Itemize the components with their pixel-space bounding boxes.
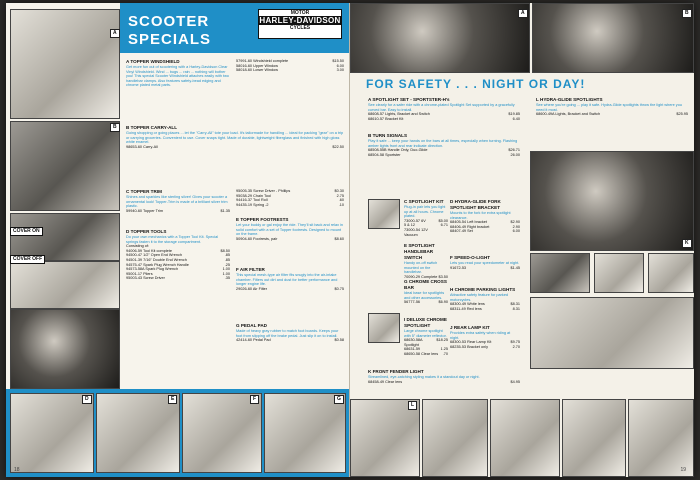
price-row-part: 68608-57 Lights, Bracket and Switch	[368, 112, 430, 117]
price-row-price: $6.90	[438, 300, 448, 305]
section-spotlight-set	[368, 97, 520, 121]
cover-off-label: COVER OFF	[10, 255, 45, 264]
price-row-part: 59940-60 Topper Trim	[126, 208, 164, 213]
price-row-price: 6.40	[512, 116, 520, 121]
price-row-price: 1.00	[222, 267, 230, 272]
fender-light-photo	[530, 297, 694, 369]
logo-top: MOTOR	[290, 10, 310, 16]
section-head: F AIR FILTER	[236, 267, 265, 272]
cross-bar-photo	[490, 399, 560, 477]
section-hydra-fork-bracket	[450, 199, 520, 234]
price-row-price: 26.00	[510, 152, 520, 157]
section-body: See clearly for a safer ride with a chrome-plated Spotlight Set supported by a gracefully curved bar. Easy to install.	[368, 103, 515, 112]
photo-tag-k-right: K	[682, 239, 692, 248]
section-body: Mounts to the fork for extra spotlight clearance.	[450, 211, 511, 220]
price-row-part: 68631-59	[404, 347, 421, 352]
price-row	[450, 307, 520, 312]
price-row-price: $1.35	[220, 208, 230, 213]
section-body: This special mesh-type air filter fits snugly into the air-intake chamber. Filters out dirt and dust for better performance and longer engine life.	[236, 273, 338, 287]
left-page	[6, 3, 350, 477]
price-row-part: 95001-17 Pliers	[126, 271, 153, 276]
price-row-price: $5.00	[438, 218, 448, 223]
price-row-price: 1.00	[222, 271, 230, 276]
section-handlebar-switch	[404, 243, 448, 279]
price-row-part: 5 & 12	[404, 223, 415, 228]
price-row-price: $2.90	[510, 220, 520, 225]
section-body: Plug-in pair lets you light up at all hours. Chrome plated.	[404, 205, 446, 219]
price-row-part: 56777-56	[404, 300, 421, 305]
price-row	[450, 266, 520, 271]
price-row-part: 68300-53 Rear Lamp Kit	[450, 340, 492, 345]
header-title-line1: SCOOTER	[128, 13, 210, 30]
price-row	[236, 287, 344, 292]
price-row-price: .85	[224, 257, 230, 262]
section-spotlight-kit	[404, 199, 448, 237]
carry-all-photo	[10, 121, 120, 211]
price-row-price: 3.00	[336, 68, 344, 73]
section-topper-tools	[126, 229, 230, 281]
price-row-price: 6.71	[440, 223, 448, 228]
price-row-part: 94435-19 Spring -2	[236, 202, 269, 207]
section-body: Streamlined, eye-catching styling makes it a standout day or night.	[368, 375, 480, 379]
price-row-part: 68610-57 Bracket Kit	[368, 116, 404, 121]
price-row-part: 95005-35 Screw Driver - Phillips	[236, 189, 291, 193]
price-row-price: $0.30	[334, 189, 344, 193]
header-title-line2: SPECIALS	[128, 31, 212, 48]
price-row-part: 68300-49 White lens	[450, 302, 485, 307]
section-body: Ideal base for spotlights and other accessories.	[404, 291, 445, 300]
price-row-part: 94416-37 Tool Roll	[236, 198, 268, 203]
price-row-part: 94500-47 1/2" Open End Wrench	[126, 253, 182, 258]
section-topper-carry-all	[126, 125, 344, 149]
section-head: G PEDAL PAD	[236, 323, 267, 328]
price-row-price: 2.90	[512, 224, 520, 229]
section-speed-o-light	[450, 255, 520, 270]
pedal-pad-photo	[264, 393, 346, 473]
price-row-part: 94501-39 7/16" Double End Wrench	[126, 257, 187, 262]
spotlight-cable-photo	[422, 399, 488, 477]
section-body: Lets you read your speedometer at night.	[450, 261, 520, 265]
section-head: C TOPPER TRIM	[126, 189, 162, 194]
section-head: C SPOTLIGHT KIT	[404, 199, 444, 204]
turn-signal-photo	[350, 399, 420, 477]
price-row	[236, 68, 344, 73]
price-row-part: 68600-49A Lights, Bracket and Switch	[536, 112, 601, 117]
price-row-price: $25.95	[676, 112, 688, 117]
price-row-price: $0.58	[334, 338, 344, 343]
section-front-fender-light	[368, 369, 520, 384]
price-row	[236, 237, 344, 242]
cover-off-photo	[10, 261, 120, 309]
windshield-photo	[10, 9, 120, 119]
price-row-part: Vacuum	[404, 232, 418, 237]
price-row-price: $1.45	[510, 265, 520, 270]
price-row-price: $9.75	[510, 340, 520, 345]
section-body: Provides extra safety when riding at night.	[450, 331, 511, 340]
price-row-part: 70090-29 Complete	[404, 274, 438, 279]
scooter-rear-photo	[10, 309, 120, 389]
fender-lamp-photo	[628, 399, 694, 477]
price-row-price: 2.75	[336, 193, 344, 198]
price-row	[368, 153, 520, 158]
price-row-part: 68407-49 Set	[450, 229, 473, 234]
rear-lamp-photo	[648, 253, 694, 293]
section-topper-windshield	[126, 59, 230, 88]
price-row	[536, 112, 688, 117]
price-row-price: 2.70	[512, 344, 520, 349]
price-row-price: .85	[224, 253, 230, 258]
price-row-price: 6.00	[512, 229, 520, 234]
price-row	[126, 209, 230, 214]
price-row	[404, 233, 448, 238]
price-row	[368, 117, 520, 122]
price-row-part: 94573-58A Spark Plug Wrench	[126, 267, 179, 272]
price-row-part: 58018-60 Lower Window	[236, 68, 279, 73]
price-row-part: 42414-60 Pedal Pad	[236, 338, 271, 343]
price-row-part: 95038-29 Chain Tool	[236, 193, 271, 198]
price-row-part: 73000-54 12V	[404, 227, 428, 232]
logo-bot: CYCLES	[289, 25, 311, 31]
chrome-light-pair-photo	[562, 399, 626, 477]
price-row-price: $26.71	[508, 148, 520, 153]
price-row-price: $8.50	[220, 248, 230, 253]
section-head: A TOPPER WINDSHIELD	[126, 59, 180, 64]
price-row-price: $8.31	[510, 302, 520, 307]
price-row-part: 68630-58A Spotlight	[404, 338, 423, 347]
section-body: Get more fun out of scootering with a Harley-Davidson Clear Vinyl Windshield. Wind ... bugs ... rain ... nothing will bother you! This special Scooter Windshield attaches easily with two handlebar clamps. Also features safety-bead edging and chrome plated metal parts.	[126, 65, 229, 88]
section-head: K FRONT FENDER LIGHT	[368, 369, 424, 374]
section-topper-footrests	[236, 217, 344, 241]
price-row-part: 94006-59 Tool Kit complete	[126, 248, 172, 253]
photo-tag-a: A	[110, 29, 120, 38]
price-row-part: 29026-60 Air Filter	[236, 286, 268, 291]
price-row-price: .60	[338, 198, 344, 203]
price-row	[450, 229, 520, 234]
section-head: D HYDRA-GLIDE FORK SPOTLIGHT BRACKET	[450, 199, 501, 210]
price-row-price: $18.25	[436, 338, 448, 343]
section-body: Let your buddy or gal enjoy the ride. They'll sit back and relax in solid comfort with a set of Topper footrests. Designed to mount on the frame.	[236, 223, 344, 237]
section-air-filter	[236, 267, 344, 291]
parking-light-photo	[594, 253, 644, 293]
price-row-part: 68650-58 Clear lens	[404, 351, 439, 356]
price-row	[450, 345, 520, 350]
price-row-part: 73000-57 6V	[404, 218, 426, 223]
price-row-price: $19.85	[508, 112, 520, 117]
section-head: A SPOTLIGHT SET - SPORTSTER-H's	[368, 97, 450, 102]
photo-tag-b-right: B	[682, 9, 692, 18]
section-body: Handy on-off switch mounted on the handlebar.	[404, 261, 438, 275]
section-head: E TOPPER FOOTRESTS	[236, 217, 289, 222]
price-row-part: 68235-53 Bracket only	[450, 344, 488, 349]
section-body: Do your own mechanics with a Topper Tool Kit. Special springs fasten it to the storage compartment.	[126, 235, 219, 244]
section-turn-signals	[368, 133, 520, 157]
price-row-part: 68458-49 Clear lens	[368, 379, 403, 384]
section-rear-lamp-kit	[450, 325, 520, 349]
spotlight-kit-photo	[368, 199, 400, 229]
deluxe-spotlight-photo	[368, 313, 400, 343]
price-row	[126, 276, 230, 281]
price-row-part: 98653-60 Carry-All	[126, 144, 158, 149]
section-body: Shines and sparkles like sterling silver! Gives your scooter a ornamental look! Topper-Trim is made of a brilliant silver trim plastic.	[126, 195, 228, 209]
price-row-part: 95003-43 Screw Driver	[126, 276, 165, 281]
cover-on-label: COVER ON	[10, 227, 43, 236]
section-head: H CHROME PARKING LIGHTS	[450, 287, 516, 292]
price-row-part: Consisting of:	[126, 244, 150, 249]
price-row	[126, 145, 344, 150]
spotlight-set-photo	[350, 3, 530, 73]
section-deluxe-spotlight	[404, 317, 448, 357]
section-body: Play it safe ... keep your hands on the bars at all times, especially when turning. Flashing amber lights front and rear indicate direction.	[368, 139, 518, 148]
section-body: Attractive safety feature for parked motorcycles.	[450, 293, 509, 302]
section-head: F SPEED-O-LIGHT	[450, 255, 491, 260]
section-chrome-parking-lights	[450, 287, 520, 311]
section-head: B TOPPER CARRY-ALL	[126, 125, 178, 130]
price-row-part: 68508-55B Handle Only, Duo-Glide	[368, 148, 428, 153]
price-row-part: 91672-53	[450, 265, 467, 270]
price-row-price: 6.00	[336, 63, 344, 68]
photo-tag-l-right: L	[408, 401, 417, 410]
price-row-part: 68311-49 Red lens	[450, 306, 482, 311]
section-body: Going shopping or going places ... let the "Carry-All" tote your load. It's tailormade for handling ... ideal for packing "gear" on a trip or carrying groceries. Convenient to use. Cover snaps tight. Made of durable, lightweight fiberglass and finished with high gloss white enamel.	[126, 131, 344, 145]
section-head: J REAR LAMP KIT	[450, 325, 490, 330]
safety-banner: FOR SAFETY . . . NIGHT OR DAY!	[366, 77, 586, 91]
section-body: Made of heavy gray rubber to match foot boards. Keeps your foot from slipping off the brake pedal. Just slip it on to install.	[236, 329, 339, 338]
price-row	[236, 203, 344, 208]
section-body: Large chrome spotlight with 5" diameter reflector.	[404, 329, 447, 338]
price-row-price: $8.60	[334, 236, 344, 241]
price-row-price: 1.25	[440, 347, 448, 352]
price-row-price: .70	[442, 351, 448, 356]
photo-tag-b: B	[110, 123, 120, 132]
section-hydra-glide-spotlights	[536, 97, 688, 117]
air-filter-photo	[182, 393, 262, 473]
section-head: I DELUXE CHROME SPOTLIGHT	[404, 317, 447, 328]
price-row-price: $3.50	[438, 274, 448, 279]
price-row	[404, 300, 448, 305]
photo-tag-g: G	[334, 395, 344, 404]
price-row-price: $0.75	[334, 286, 344, 291]
right-page	[350, 3, 694, 477]
price-row-price: .35	[224, 276, 230, 281]
price-row-part: 68405-54 Left bracket	[450, 220, 487, 225]
price-row-part: 50904-60 Footrests, pair	[236, 236, 278, 241]
page-number-right: 19	[680, 467, 686, 473]
price-row	[236, 338, 344, 343]
hydra-glide-front-photo	[530, 151, 694, 251]
price-row-price: $4.95	[510, 379, 520, 384]
price-row-part: 58016-60 Upper Window	[236, 63, 279, 68]
section-body: See where you're going ... play it safe. Hydra-Glide spotlights throw the light where you need it most.	[536, 103, 682, 112]
price-row-part: 57991-60 Windshield complete	[236, 59, 289, 63]
hydra-glide-photo	[532, 3, 694, 73]
price-row-price: $22.50	[332, 144, 344, 149]
price-row-price: $15.50	[332, 59, 344, 63]
logo-mid: HARLEY-DAVIDSON	[259, 16, 341, 25]
photo-tag-f: F	[250, 395, 259, 404]
section-head: G CHROME CROSS BAR	[404, 279, 447, 290]
speedometer-photo	[530, 253, 590, 293]
section-windshield-prices	[236, 59, 344, 73]
section-head: E SPOTLIGHT HANDLEBAR SWITCH	[404, 243, 435, 260]
section-head: D TOPPER TOOLS	[126, 229, 167, 234]
catalog-spread	[6, 3, 694, 477]
section-tools-continued	[236, 189, 344, 207]
section-head: B TURN SIGNALS	[368, 133, 408, 138]
harley-davidson-logo	[258, 9, 342, 39]
price-row	[404, 352, 448, 357]
cover-on-photo	[10, 213, 120, 261]
photo-tag-e: E	[168, 395, 177, 404]
price-row-price: 8.31	[512, 306, 520, 311]
section-topper-trim	[126, 189, 230, 213]
section-head: L HYDRA-GLIDE SPOTLIGHTS	[536, 97, 603, 102]
photo-tag-a-right: A	[518, 9, 528, 18]
tool-kit-photo	[10, 393, 94, 473]
photo-tag-d: D	[82, 395, 92, 404]
page-number-left: 18	[14, 467, 20, 473]
section-chrome-cross-bar	[404, 279, 448, 305]
footrest-photo	[96, 393, 180, 473]
price-row-price: .10	[338, 202, 344, 207]
price-row-part: 68406-49 Right bracket	[450, 224, 490, 229]
price-row	[368, 380, 520, 385]
price-row-part: 68504-58 Sportster	[368, 152, 401, 157]
price-row-price: .25	[224, 262, 230, 267]
section-pedal-pad	[236, 323, 344, 343]
price-row	[404, 338, 448, 347]
price-row-part: 94575-47 Spark Plug Wrench Handle	[126, 262, 189, 267]
